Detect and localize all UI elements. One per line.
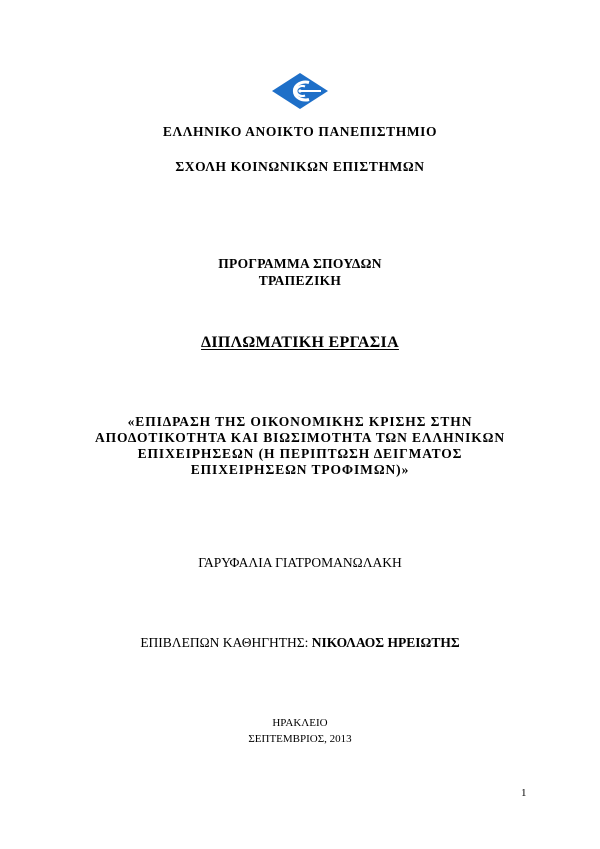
university-name: ΕΛΛΗΝΙΚΟ ΑΝΟΙΚΤΟ ΠΑΝΕΠΙΣΤΗΜΙΟ <box>162 124 438 139</box>
supervisor <box>0 635 600 651</box>
thesis-title <box>0 414 600 478</box>
page-number: 1 <box>521 787 527 799</box>
thesis-title-line: «ΕΠΙΔΡΑΣΗ ΤΗΣ ΟΙΚΟΝΟΜΙΚΗΣ ΚΡΙΣΗΣ ΣΤΗΝ <box>127 414 473 429</box>
city: ΗΡΑΚΛΕΙΟ <box>272 717 328 729</box>
thesis-type <box>0 334 600 352</box>
thesis-title-line: ΕΠΙΧΕΙΡΗΣΕΩΝ ΤΡΟΦΙΜΩΝ)» <box>190 462 410 477</box>
date: ΣΕΠΤΕΜΒΡΙΟΣ, 2013 <box>248 733 352 745</box>
university-logo-icon <box>271 72 329 110</box>
program-name: ΤΡΑΠΕΖΙΚΗ <box>258 273 342 288</box>
author-name: ΓΑΡΥΦΑΛΙΑ ΓΙΑΤΡΟΜΑΝΩΛΑΚΗ <box>198 555 402 570</box>
program-label: ΠΡΟΓΡΑΜΜΑ ΣΠΟΥΔΩΝ <box>218 256 382 271</box>
school-name: ΣΧΟΛΗ ΚΟΙΝΩΝΙΚΩΝ ΕΠΙΣΤΗΜΩΝ <box>175 159 425 174</box>
supervisor-name: ΝΙΚΟΛΑΟΣ ΗΡΕΙΩΤΗΣ <box>311 635 460 650</box>
thesis-type-text: ΔΙΠΛΩΜΑΤΙΚΗ ΕΡΓΑΣΙΑ <box>201 334 399 351</box>
thesis-title-line: ΕΠΙΧΕΙΡΗΣΕΩΝ (Η ΠΕΡΙΠΤΩΣΗ ΔΕΙΓΜΑΤΟΣ <box>137 446 463 461</box>
thesis-title-line: ΑΠΟΔΟΤΙΚΟΤΗΤΑ ΚΑΙ ΒΙΩΣΙΜΟΤΗΤΑ ΤΩΝ ΕΛΛΗΝΙΚΩΝ <box>94 430 506 445</box>
supervisor-label: ΕΠΙΒΛΕΠΩΝ ΚΑΘΗΓΗΤΗΣ: <box>140 635 312 650</box>
